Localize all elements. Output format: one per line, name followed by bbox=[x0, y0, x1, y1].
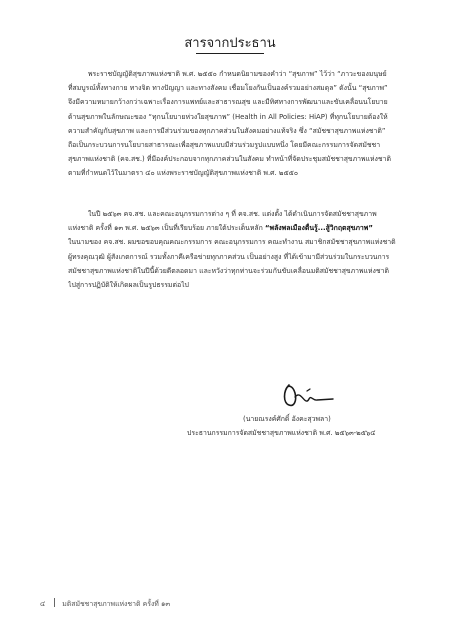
signatory-position: ประธานกรรมการจัดสมัชชาสุขภาพแห่งชาติ พ.ศ. ๒๕๖๓-๒๕๖๔ bbox=[187, 429, 376, 437]
paragraph-line: ในปี ๒๕๖๓ คจ.สช. และคณะอนุกรรมการต่าง ๆ ที่ คจ.สช. แต่งตั้ง ได้ดำเนินการจัดสมัชชาสุขภาพ bbox=[88, 210, 377, 218]
page-title: สารจากประธาน bbox=[184, 36, 276, 51]
paragraph-line: สุขภาพแห่งชาติ (คจ.สช.) ที่มีองค์ประกอบจากทุกภาคส่วนในสังคม ทำหน้าที่จัดประชุมสมัชชาสุขภาพแห่งชาติ bbox=[68, 155, 391, 164]
paragraph-line: ที่สมบูรณ์ทั้งทางกาย ทางจิต ทางปัญญา และทางสังคม เชื่อมโยงกันเป็นองค์รวมอย่างสมดุล” ดังนั้น “สุขภาพ” bbox=[68, 84, 388, 93]
paragraph-line: พระราชบัญญัติสุขภาพแห่งชาติ พ.ศ. ๒๕๕๐ กำหนดนิยามของคำว่า “สุขภาพ” ไว้ว่า “ภาวะของมนุษย์ bbox=[88, 70, 387, 78]
handwritten-signature bbox=[275, 377, 345, 411]
paragraph-line: ไปสู่การปฏิบัติให้เกิดผลเป็นรูปธรรมต่อไป bbox=[68, 280, 189, 289]
paragraph-text: แห่งชาติ ครั้งที่ ๑๓ พ.ศ. ๒๕๖๓ เป็นที่เรียบร้อย ภายใต้ประเด็นหลัก bbox=[68, 224, 266, 233]
paragraph-1 bbox=[68, 67, 401, 181]
page-footer bbox=[40, 598, 170, 610]
page-number: ๔ bbox=[40, 600, 46, 608]
paragraph-2 bbox=[68, 207, 401, 292]
paragraph-line: ถือเป็นกระบวนการนโยบายสาธารณะเพื่อสุขภาพแบบมีส่วนร่วมรูปแบบหนึ่ง โดยมีคณะกรรมการจัดสมัชชา bbox=[68, 140, 381, 149]
title-underline bbox=[196, 53, 264, 54]
paragraph-line-with-theme bbox=[68, 221, 401, 235]
paragraph-line: ความสำคัญกับสุขภาพ และการมีส่วนร่วมของทุกภาคส่วนในสังคมอย่างแท้จริง ซึ่ง “สมัชชาสุขภาพแห่งชาติ” bbox=[68, 126, 386, 135]
paragraph-line: สมัชชาสุขภาพแห่งชาติในปีนี้ด้วยดีตลอดมา และหวังว่าทุกท่านจะร่วมกันขับเคลื่อนมติสมัชชาสุขภาพแห่งชาติ bbox=[68, 266, 389, 275]
paragraph-line: ในนามของ คจ.สช. ผมขอขอบคุณคณะกรรมการ คณะอนุกรรมการ คณะทำงาน สมาชิกสมัชชาสุขภาพแห่งชาติ bbox=[68, 238, 396, 247]
paragraph-line: ตามที่กำหนดไว้ในมาตรา ๔๐ แห่งพระราชบัญญัติสุขภาพแห่งชาติ พ.ศ. ๒๕๕๐ bbox=[68, 169, 299, 178]
publication-title: มติสมัชชาสุขภาพแห่งชาติ ครั้งที่ ๑๓ bbox=[62, 600, 171, 608]
paragraph-line: จึงมีความหมายกว้างกว่าเฉพาะเรื่องการแพทย์และสาธารณสุข และมีทิศทางการพัฒนาและขับเคลื่อนนโยบาย bbox=[68, 98, 388, 107]
signatory-name: (นายณรงค์ศักดิ์ อังคะสุวพลา) bbox=[243, 415, 331, 423]
paragraph-line: ผู้ทรงคุณวุฒิ ผู้สังเกตการณ์ รวมทั้งภาคีเครือข่ายทุกภาคส่วน เป็นอย่างสูง ที่ได้เข้ามามีส่วนร่วมในกระบวนการ bbox=[68, 252, 390, 261]
footer-divider bbox=[54, 598, 55, 607]
paragraph-line: ด้านสุขภาพในลักษณะของ “ทุกนโยบายห่วงใยสุขภาพ” (Health in All Policies: HiAP) ที่ทุกนโยบายต้องให้ bbox=[68, 112, 388, 121]
assembly-theme: “พลังพลเมืองตื่นรู้...สู้วิกฤตสุขภาพ” bbox=[265, 224, 373, 233]
